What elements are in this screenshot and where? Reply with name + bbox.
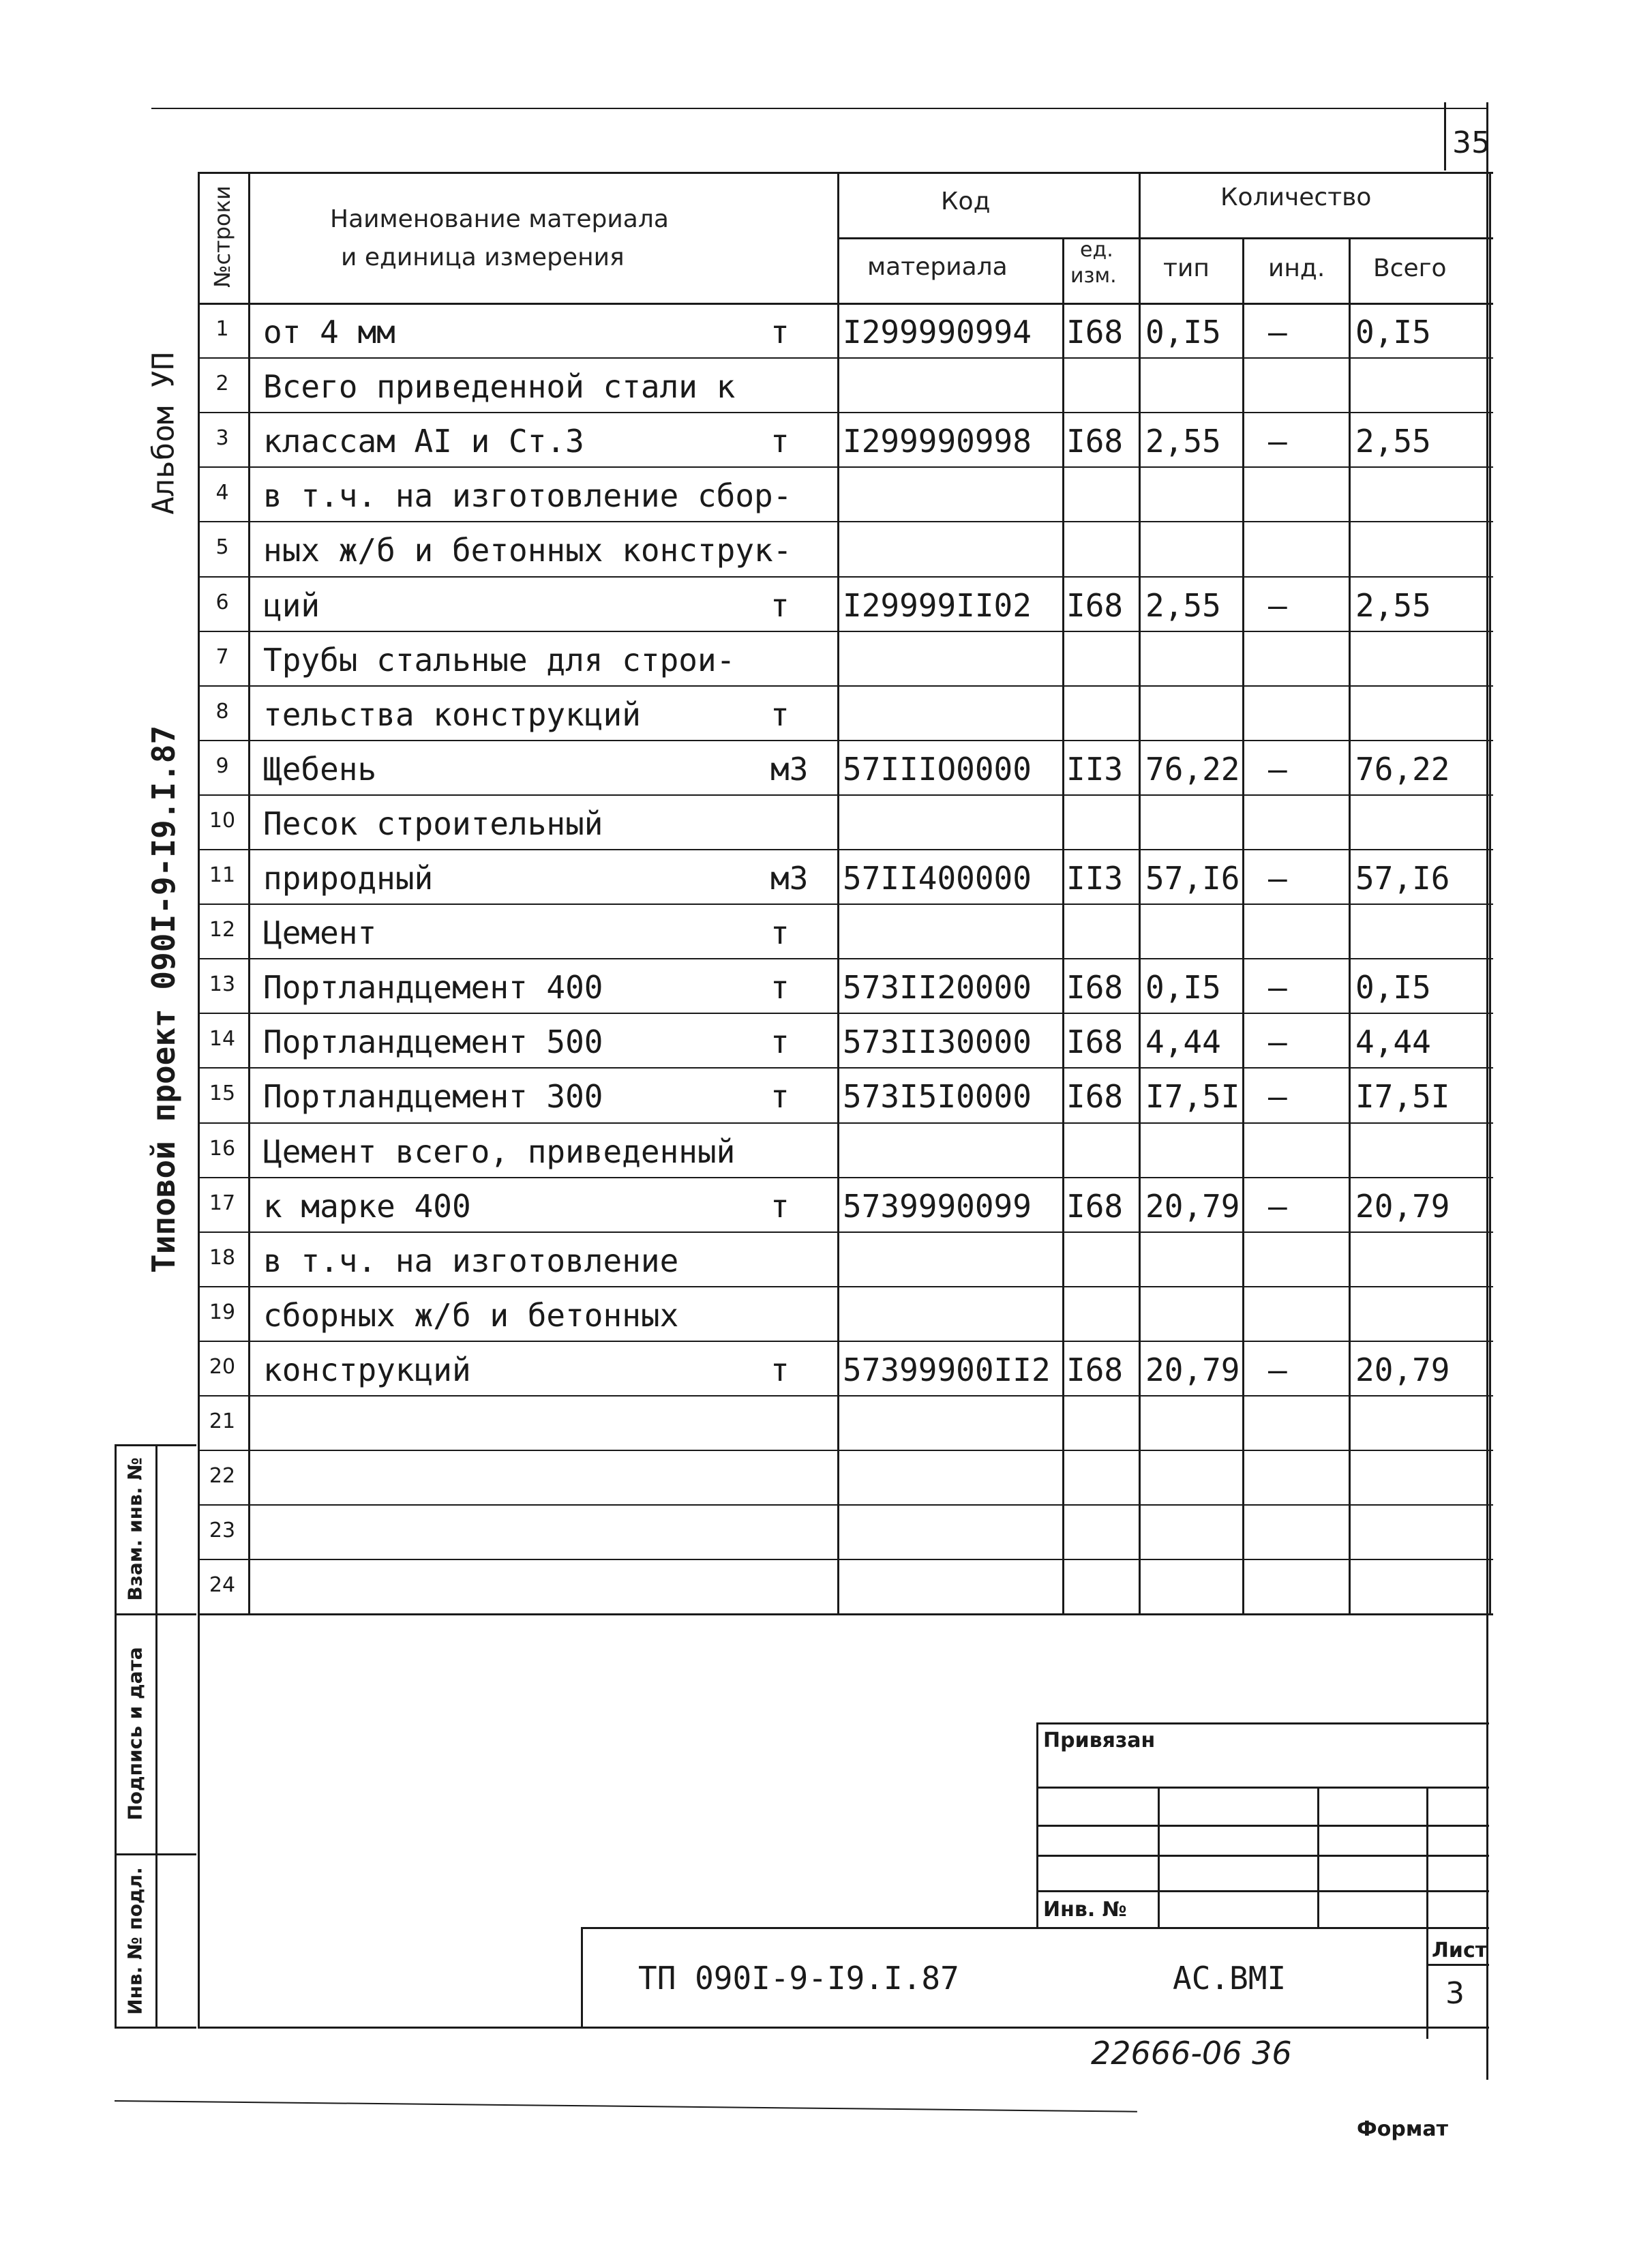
cell-ind: – bbox=[1268, 860, 1287, 897]
cell-u: т bbox=[770, 696, 790, 733]
row-separator bbox=[198, 466, 1493, 468]
cell-u: т bbox=[770, 314, 790, 350]
row-separator bbox=[198, 1231, 1493, 1233]
header-ind: инд. bbox=[1268, 254, 1325, 282]
album-label: Альбом УП bbox=[146, 352, 181, 515]
row-separator bbox=[198, 1450, 1493, 1451]
top-border-line bbox=[151, 108, 1488, 109]
cell-u: т bbox=[770, 423, 790, 460]
row-number: 13 bbox=[209, 972, 236, 996]
cell-total: 2,55 bbox=[1355, 423, 1431, 460]
cell-name: Трубы стальные для строи- bbox=[263, 642, 736, 678]
stamp-sep1 bbox=[115, 1613, 196, 1615]
cell-code: I299990998 bbox=[843, 423, 1032, 460]
cell-unit: II3 bbox=[1066, 860, 1124, 897]
cell-ind: – bbox=[1268, 751, 1287, 788]
row-separator bbox=[198, 1504, 1493, 1506]
cell-total: 4,44 bbox=[1355, 1024, 1431, 1060]
cell-u: т bbox=[770, 587, 790, 624]
cell-name: Песок строительный bbox=[263, 805, 603, 842]
cell-type: 0,I5 bbox=[1145, 314, 1221, 350]
row-number: 16 bbox=[209, 1137, 236, 1161]
row-separator bbox=[198, 521, 1493, 522]
cell-total: I7,5I bbox=[1355, 1078, 1450, 1115]
stamp-top-line bbox=[115, 1444, 196, 1446]
row-number: 17 bbox=[209, 1191, 236, 1215]
col-line-3 bbox=[1062, 237, 1064, 1613]
cell-total: 20,79 bbox=[1355, 1188, 1450, 1225]
stamp-orig-inv: Инв. № подл. bbox=[123, 1867, 147, 2015]
row-number: 11 bbox=[209, 863, 236, 887]
cell-u: т bbox=[770, 1078, 790, 1115]
row-separator bbox=[198, 631, 1493, 632]
cell-u: м3 bbox=[770, 751, 809, 788]
cell-code: 5739990099 bbox=[843, 1188, 1032, 1225]
cell-code: I29999II02 bbox=[843, 587, 1032, 624]
row-separator bbox=[198, 1286, 1493, 1287]
cell-name: Портландцемент 400 bbox=[263, 969, 603, 1006]
cell-unit: I68 bbox=[1066, 314, 1124, 350]
row-number: 1 bbox=[215, 317, 229, 341]
cell-code: 573I5I0000 bbox=[843, 1078, 1032, 1115]
header-code: Код bbox=[941, 188, 991, 215]
cell-code: 57II400000 bbox=[843, 860, 1032, 897]
cell-name: Портландцемент 300 bbox=[263, 1078, 603, 1115]
row-separator bbox=[198, 740, 1493, 741]
cell-code: 573II30000 bbox=[843, 1024, 1032, 1060]
row-number: 24 bbox=[209, 1573, 236, 1597]
stamp-bottom-line bbox=[115, 2027, 196, 2029]
tb-col-3 bbox=[1426, 1787, 1428, 2039]
header-name-line2: и единица измерения bbox=[341, 243, 625, 271]
cell-name: Всего приведенной стали к bbox=[263, 368, 736, 405]
stamp-signature-date: Подпись и дата bbox=[123, 1647, 147, 1821]
row-separator bbox=[198, 849, 1493, 850]
col-line-1 bbox=[248, 172, 250, 1613]
col-line-4 bbox=[1139, 172, 1141, 1613]
cell-total: 2,55 bbox=[1355, 587, 1431, 624]
row-number: 4 bbox=[215, 481, 229, 505]
row-number: 18 bbox=[209, 1246, 236, 1270]
cell-code: 57399900II2 bbox=[843, 1351, 1051, 1388]
cell-code: 573II20000 bbox=[843, 969, 1032, 1006]
cell-total: 76,22 bbox=[1355, 751, 1450, 788]
row-separator bbox=[198, 958, 1493, 959]
col-line-2 bbox=[837, 172, 839, 1613]
cell-ind: – bbox=[1268, 1351, 1287, 1388]
cell-unit: I68 bbox=[1066, 1024, 1124, 1060]
tb-sheet-label: Лист bbox=[1432, 1939, 1488, 1962]
cell-name: конструкций bbox=[263, 1351, 471, 1388]
row-separator bbox=[198, 685, 1493, 687]
cell-ind: – bbox=[1268, 969, 1287, 1006]
cell-total: 20,79 bbox=[1355, 1351, 1450, 1388]
tb-main-left bbox=[581, 1927, 583, 2028]
row-number: 10 bbox=[209, 809, 236, 833]
stamp-left-line bbox=[115, 1444, 117, 2028]
cell-type: 57,I6 bbox=[1145, 860, 1240, 897]
row-number: 12 bbox=[209, 918, 236, 942]
row-separator bbox=[198, 576, 1493, 578]
cell-unit: I68 bbox=[1066, 1351, 1124, 1388]
cell-name: сборных ж/б и бетонных bbox=[263, 1297, 679, 1334]
table-bottom-line bbox=[198, 1613, 1493, 1615]
cell-u: т bbox=[770, 1188, 790, 1225]
cell-name: в т.ч. на изготовление сбор- bbox=[263, 477, 792, 514]
header-subline bbox=[837, 237, 1493, 239]
cell-name: классам AI и Ст.3 bbox=[263, 423, 584, 460]
cell-type: 4,44 bbox=[1145, 1024, 1221, 1060]
cell-name: природный bbox=[263, 860, 434, 897]
row-separator bbox=[198, 1122, 1493, 1124]
stamp-sep2 bbox=[115, 1853, 196, 1855]
col-line-7 bbox=[1489, 172, 1491, 1613]
cell-ind: – bbox=[1268, 1188, 1287, 1225]
cell-name: от 4 мм bbox=[263, 314, 395, 350]
header-total: Всего bbox=[1373, 254, 1447, 282]
right-border-line bbox=[1486, 102, 1488, 2080]
row-number: 22 bbox=[209, 1464, 236, 1488]
row-number: 5 bbox=[215, 535, 229, 559]
row-separator bbox=[198, 1013, 1493, 1014]
row-separator bbox=[198, 904, 1493, 905]
cell-name: Портландцемент 500 bbox=[263, 1024, 603, 1060]
cell-unit: I68 bbox=[1066, 423, 1124, 460]
row-number: 8 bbox=[215, 700, 229, 723]
cell-name: ций bbox=[263, 587, 320, 624]
page-number-box-line bbox=[1444, 102, 1446, 170]
cell-name: Цемент bbox=[263, 914, 377, 951]
cell-name: к марке 400 bbox=[263, 1188, 471, 1225]
row-separator bbox=[198, 794, 1493, 796]
cell-type: 2,55 bbox=[1145, 423, 1221, 460]
row-number: 19 bbox=[209, 1300, 236, 1324]
tb-line-2 bbox=[1036, 1825, 1489, 1827]
header-unit-1: ед. bbox=[1080, 238, 1113, 262]
header-row-no: №строки bbox=[209, 185, 235, 288]
bottom-scan-line bbox=[115, 2100, 1137, 2112]
cell-unit: I68 bbox=[1066, 587, 1124, 624]
cell-u: м3 bbox=[770, 860, 809, 897]
cell-ind: – bbox=[1268, 314, 1287, 350]
row-number: 6 bbox=[215, 591, 229, 614]
cell-name: Цемент всего, приведенный bbox=[263, 1133, 736, 1170]
row-separator bbox=[198, 357, 1493, 359]
stamp-replace-inv: Взам. инв. № bbox=[123, 1457, 147, 1601]
cell-type: 76,22 bbox=[1145, 751, 1240, 788]
cell-total: 57,I6 bbox=[1355, 860, 1450, 897]
row-separator bbox=[198, 412, 1493, 413]
cell-name: ных ж/б и бетонных конструк- bbox=[263, 532, 792, 569]
format-label: Формат bbox=[1357, 2117, 1448, 2141]
cell-u: т bbox=[770, 1024, 790, 1060]
col-line-0 bbox=[198, 172, 200, 2028]
cell-u: т bbox=[770, 1351, 790, 1388]
row-separator bbox=[198, 1395, 1493, 1397]
row-number: 3 bbox=[215, 426, 229, 450]
cell-unit: I68 bbox=[1066, 969, 1124, 1006]
row-number: 20 bbox=[209, 1355, 236, 1379]
row-number: 7 bbox=[215, 645, 229, 669]
row-separator bbox=[198, 1341, 1493, 1342]
cell-unit: I68 bbox=[1066, 1188, 1124, 1225]
cell-unit: II3 bbox=[1066, 751, 1124, 788]
cell-ind: – bbox=[1268, 1078, 1287, 1115]
cell-ind: – bbox=[1268, 1024, 1287, 1060]
row-separator bbox=[198, 1177, 1493, 1178]
row-number: 21 bbox=[209, 1409, 236, 1433]
tb-line-5 bbox=[581, 1927, 1489, 1929]
cell-name: тельства конструкций bbox=[263, 696, 641, 733]
row-number: 15 bbox=[209, 1081, 236, 1105]
header-name-line1: Наименование материала bbox=[330, 205, 669, 233]
tb-attached: Привязан bbox=[1043, 1729, 1156, 1752]
cell-ind: – bbox=[1268, 587, 1287, 624]
row-separator bbox=[198, 1559, 1493, 1560]
tb-col-2 bbox=[1317, 1787, 1319, 1927]
cell-type: 20,79 bbox=[1145, 1351, 1240, 1388]
cell-name: Щебень bbox=[263, 751, 377, 788]
tb-sheet-no: 3 bbox=[1445, 1976, 1465, 2011]
cell-total: 0,I5 bbox=[1355, 314, 1431, 350]
row-number: 23 bbox=[209, 1519, 236, 1542]
page-bottom-line bbox=[198, 2027, 1489, 2029]
tb-mark: АС.ВМI bbox=[1173, 1960, 1287, 1997]
stamp-mid-line bbox=[155, 1444, 157, 2028]
handwritten-number: 22666-06 36 bbox=[1091, 2035, 1292, 2072]
page-number: 35 bbox=[1452, 125, 1490, 160]
header-bottom-line bbox=[198, 303, 1493, 305]
table-top-line bbox=[198, 172, 1493, 174]
col-line-5 bbox=[1242, 237, 1244, 1613]
cell-code: 57IIIO0000 bbox=[843, 751, 1032, 788]
header-material: материала bbox=[867, 253, 1008, 281]
cell-type: 20,79 bbox=[1145, 1188, 1240, 1225]
cell-u: т bbox=[770, 969, 790, 1006]
header-quantity: Количество bbox=[1220, 183, 1372, 211]
cell-type: 2,55 bbox=[1145, 587, 1221, 624]
tb-inv-no: Инв. № bbox=[1043, 1898, 1127, 1922]
tb-top-line bbox=[1036, 1722, 1489, 1724]
row-number: 9 bbox=[215, 754, 229, 778]
project-label: Типовой проект 090I-9-I9.I.87 bbox=[145, 725, 182, 1273]
cell-code: I299990994 bbox=[843, 314, 1032, 350]
tb-line-1 bbox=[1036, 1787, 1489, 1789]
cell-type: I7,5I bbox=[1145, 1078, 1240, 1115]
cell-name: в т.ч. на изготовление bbox=[263, 1242, 679, 1279]
cell-total: 0,I5 bbox=[1355, 969, 1431, 1006]
tb-col-1 bbox=[1158, 1787, 1160, 1927]
row-separator bbox=[198, 1067, 1493, 1069]
cell-ind: – bbox=[1268, 423, 1287, 460]
header-unit-2: изм. bbox=[1070, 264, 1117, 288]
cell-u: т bbox=[770, 914, 790, 951]
header-type: тип bbox=[1163, 254, 1210, 282]
row-number: 2 bbox=[215, 372, 229, 395]
tb-sheet-sep bbox=[1426, 1964, 1489, 1966]
cell-unit: I68 bbox=[1066, 1078, 1124, 1115]
tb-line-4 bbox=[1036, 1890, 1489, 1892]
tb-doc-code: ТП 090I-9-I9.I.87 bbox=[638, 1960, 959, 1997]
cell-type: 0,I5 bbox=[1145, 969, 1221, 1006]
col-line-6 bbox=[1349, 237, 1351, 1613]
row-number: 14 bbox=[209, 1027, 236, 1051]
tb-line-3 bbox=[1036, 1855, 1489, 1857]
